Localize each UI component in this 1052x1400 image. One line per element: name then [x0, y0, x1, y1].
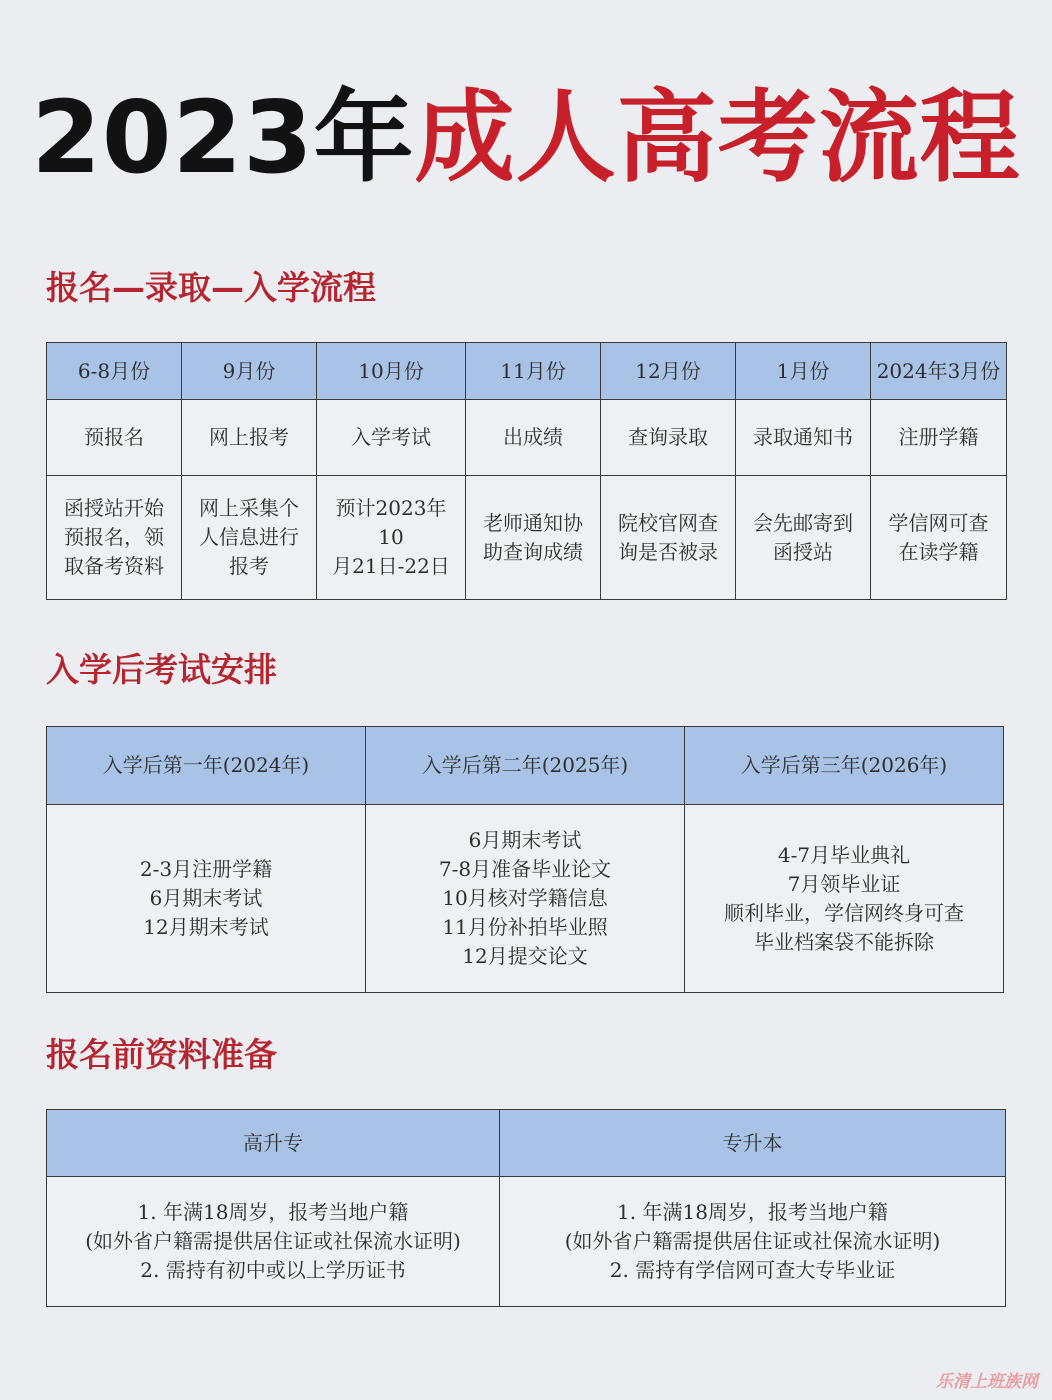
section-heading-materials: 报名前资料准备	[46, 1035, 277, 1074]
process-details-row	[47, 476, 1007, 600]
year-schedule-cell	[685, 805, 1004, 993]
month-header: 11月份	[466, 343, 601, 400]
step-detail-cell-line: 取备考资料	[64, 554, 164, 578]
step-detail-cell-line: 预报名，领	[64, 525, 164, 549]
month-header: 6-8月份	[47, 343, 182, 400]
step-cell: 网上报考	[182, 400, 317, 476]
month-header: 1月份	[736, 343, 871, 400]
year-schedule-cell-line: 2-3月注册学籍	[139, 857, 273, 881]
month-header: 12月份	[601, 343, 736, 400]
materials-body-row	[47, 1177, 1006, 1307]
title-main: 成人高考流程	[414, 79, 1021, 196]
year-schedule-cell-line: 6月期末考试	[468, 828, 582, 852]
step-detail-cell-line: 报考	[229, 554, 269, 578]
year-schedule-cell-line: 顺利毕业，学信网终身可查	[724, 900, 964, 925]
step-detail-cell	[317, 476, 466, 600]
step-cell: 录取通知书	[736, 400, 871, 476]
step-detail-cell-line: 询是否被录	[618, 539, 718, 564]
step-detail-cell-line: 函授站	[773, 539, 833, 564]
year-schedule-cell-line: 7-8月准备毕业论文	[438, 857, 612, 881]
track-requirements-cell-line: 2. 需持有初中或以上学历证书	[140, 1258, 406, 1282]
step-detail-cell-line: 网上采集个	[199, 496, 299, 520]
step-detail-cell-line: 老师通知协	[483, 510, 583, 535]
year-schedule-cell-line: 6月期末考试	[149, 886, 263, 910]
year-schedule-cell	[366, 805, 685, 993]
step-detail-cell-line: 助查询成绩	[483, 539, 583, 564]
step-detail-cell	[466, 476, 601, 600]
step-cell: 注册学籍	[871, 400, 1007, 476]
month-header: 10月份	[317, 343, 466, 400]
month-header: 2024年3月份	[871, 343, 1007, 400]
year-schedule-cell-line: 7月领毕业证	[787, 871, 901, 896]
watermark: 乐清上班族网	[936, 1372, 1038, 1392]
step-detail-cell	[736, 476, 871, 600]
year-header: 入学后第三年(2026年)	[685, 727, 1004, 805]
track-requirements-cell-line: 1. 年满18周岁，报考当地户籍	[137, 1200, 409, 1224]
year-schedule-cell-line: 11月份补拍毕业照	[442, 915, 608, 939]
track-requirements-cell-line: (如外省户籍需提供居住证或社保流水证明)	[564, 1229, 941, 1253]
section-heading-process: 报名—录取—入学流程	[46, 268, 376, 307]
step-detail-cell	[182, 476, 317, 600]
step-cell: 入学考试	[317, 400, 466, 476]
step-detail-cell-line: 会先邮寄到	[753, 510, 853, 535]
year-schedule-cell	[47, 805, 366, 993]
step-detail-cell-line: 院校官网查	[618, 510, 718, 535]
step-detail-cell-line: 人信息进行	[199, 525, 299, 549]
process-steps-row	[47, 400, 1007, 476]
section-heading-exams: 入学后考试安排	[46, 650, 277, 689]
title-year: 2023年	[31, 79, 415, 196]
step-detail-cell-line: 在读学籍	[898, 539, 979, 564]
step-cell: 出成绩	[466, 400, 601, 476]
exam-body-row	[47, 805, 1004, 993]
year-schedule-cell-line: 12月提交论文	[462, 944, 588, 968]
month-header: 9月份	[182, 343, 317, 400]
process-table	[46, 342, 1007, 600]
step-cell: 查询录取	[601, 400, 736, 476]
step-detail-cell-line: 月21日-22日	[332, 554, 450, 578]
track-requirements-cell-line: (如外省户籍需提供居住证或社保流水证明)	[85, 1229, 461, 1253]
exam-schedule-table	[46, 726, 1004, 993]
track-requirements-cell-line: 1. 年满18周岁，报考当地户籍	[617, 1200, 888, 1224]
year-schedule-cell-line: 4-7月毕业典礼	[777, 842, 911, 867]
step-detail-cell-line: 学信网可查	[888, 510, 989, 535]
process-months-row	[47, 343, 1007, 400]
track-requirements-cell	[500, 1177, 1006, 1307]
step-detail-cell	[601, 476, 736, 600]
materials-header-row	[47, 1110, 1006, 1177]
step-detail-cell	[47, 476, 182, 600]
page-title	[0, 78, 1052, 198]
year-header: 入学后第一年(2024年)	[47, 727, 366, 805]
year-header: 入学后第二年(2025年)	[366, 727, 685, 805]
year-schedule-cell-line: 毕业档案袋不能拆除	[754, 929, 934, 954]
step-detail-cell	[871, 476, 1007, 600]
year-schedule-cell-line: 12月期末考试	[143, 915, 269, 939]
track-requirements-cell	[47, 1177, 500, 1307]
track-header: 高升专	[47, 1110, 500, 1177]
step-detail-cell-line: 函授站开始	[64, 496, 164, 520]
year-schedule-cell-line: 10月核对学籍信息	[442, 886, 608, 910]
step-cell: 预报名	[47, 400, 182, 476]
exam-header-row	[47, 727, 1004, 805]
step-detail-cell-line: 预计2023年10	[335, 496, 447, 549]
track-header: 专升本	[500, 1110, 1006, 1177]
materials-table	[46, 1109, 1006, 1307]
track-requirements-cell-line: 2. 需持有学信网可查大专毕业证	[609, 1258, 896, 1282]
